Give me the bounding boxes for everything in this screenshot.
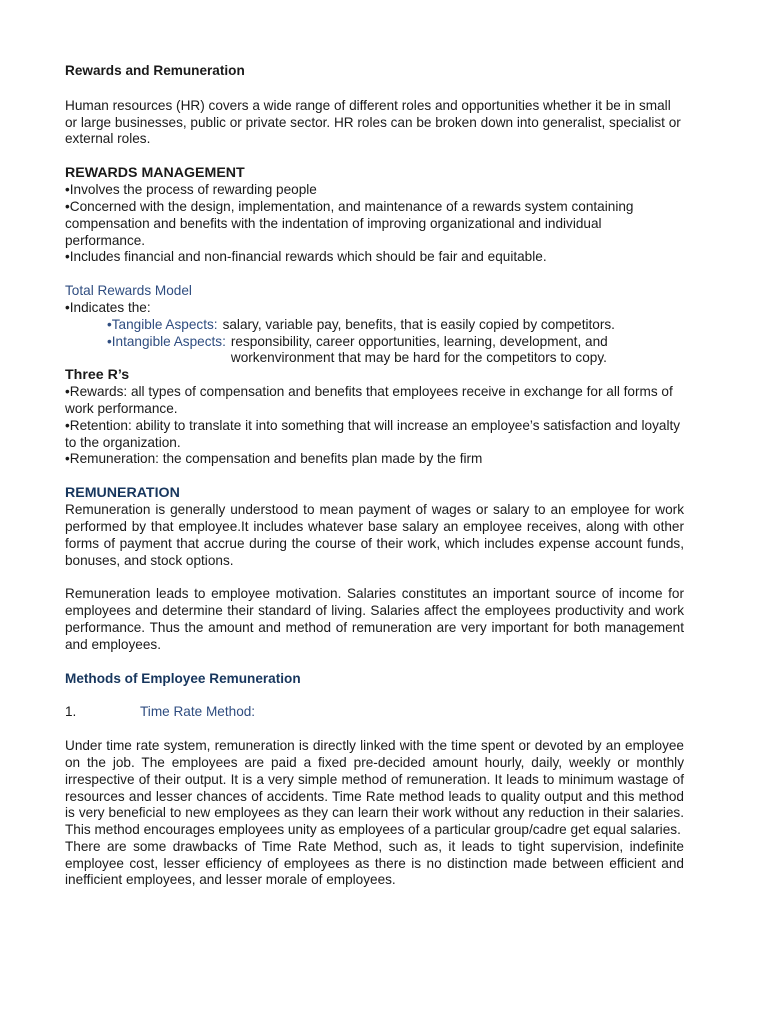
tangible-aspects-label: •Tangible Aspects: bbox=[107, 316, 218, 332]
intangible-aspects-item bbox=[65, 334, 684, 368]
document-title: Rewards and Remuneration bbox=[65, 63, 245, 78]
intro-paragraph: Human resources (HR) covers a wide range of different roles and opportunities whether it be in small or large businesses, public or private sector. HR roles can be broken down into generalist, specialist or external roles. bbox=[65, 97, 681, 147]
intangible-aspects-text: responsibility, career opportunities, learning, development, and workenvironment that may be hard for the competitors to copy. bbox=[230, 333, 608, 366]
intangible-aspects-label: •Intangible Aspects: bbox=[107, 333, 226, 349]
time-rate-paragraph: Under time rate system, remuneration is directly linked with the time spent or devoted by an employee on the job. The employees are paid a fixed pre-decided amount hourly, daily, weekly or monthly irrespective of their output. It is a very simple method of remuneration. It leads to minimum wastage of resources and lesser chances of accidents. Time Rate method leads to quality output and this method is very beneficial to new employees as they can learn their work without any reduction in their salaries. This method encourages employees unity as employees of a particular group/cadre get equal salaries. bbox=[65, 738, 684, 838]
method-item-number: 1. bbox=[65, 704, 77, 720]
tangible-aspects-text: salary, variable pay, benefits, that is easily copied by competitors. bbox=[222, 316, 615, 332]
rewards-bullet: •Includes financial and non-financial rewards which should be fair and equitable. bbox=[65, 249, 547, 265]
rewards-management-heading: REWARDS MANAGEMENT bbox=[65, 165, 245, 182]
tangible-aspects-item bbox=[65, 317, 684, 334]
indicates-line: •Indicates the: bbox=[65, 299, 151, 315]
three-rs-bullet: •Rewards: all types of compensation and benefits that employees receive in exchange for all forms of work performance. bbox=[65, 384, 673, 416]
method-item-label: Time Rate Method: bbox=[140, 704, 256, 720]
three-rs-bullet: •Retention: ability to translate it into something that will increase an employee’s satisfaction and loyalty to the organization. bbox=[65, 417, 681, 450]
remuneration-heading: REMUNERATION bbox=[65, 485, 180, 502]
remuneration-paragraph: Remuneration is generally understood to mean payment of wages or salary to an employee for work performed by that employee.It includes whatever base salary an employee receives, along with other forms of payment that accrue during the course of their work, which includes expense account funds, bonuses, and stock options. bbox=[65, 502, 684, 568]
rewards-bullet: •Involves the process of rewarding people bbox=[65, 182, 317, 198]
time-rate-drawbacks-paragraph: There are some drawbacks of Time Rate Method, such as, it leads to tight supervision, indefinite employee cost, lesser efficiency of employees as there is no distinction made between efficient and inefficient employees, and lesser morale of employees. bbox=[65, 838, 684, 888]
methods-heading: Methods of Employee Remuneration bbox=[65, 670, 301, 686]
three-rs-bullet: •Remuneration: the compensation and benefits plan made by the firm bbox=[65, 451, 483, 467]
remuneration-paragraph: Remuneration leads to employee motivation. Salaries constitutes an important source of income for employees and determine their standard of living. Salaries affect the employees productivity and work performance. Thus the amount and method of remuneration are very important for both management and employees. bbox=[65, 586, 684, 652]
three-rs-heading: Three R’s bbox=[65, 367, 130, 384]
total-rewards-heading: Total Rewards Model bbox=[65, 283, 192, 299]
method-item-title bbox=[65, 704, 684, 721]
rewards-bullet: •Concerned with the design, implementation, and maintenance of a rewards system containing compensation and benefits with the indentation of improving organizational and individual performance. bbox=[65, 198, 634, 248]
